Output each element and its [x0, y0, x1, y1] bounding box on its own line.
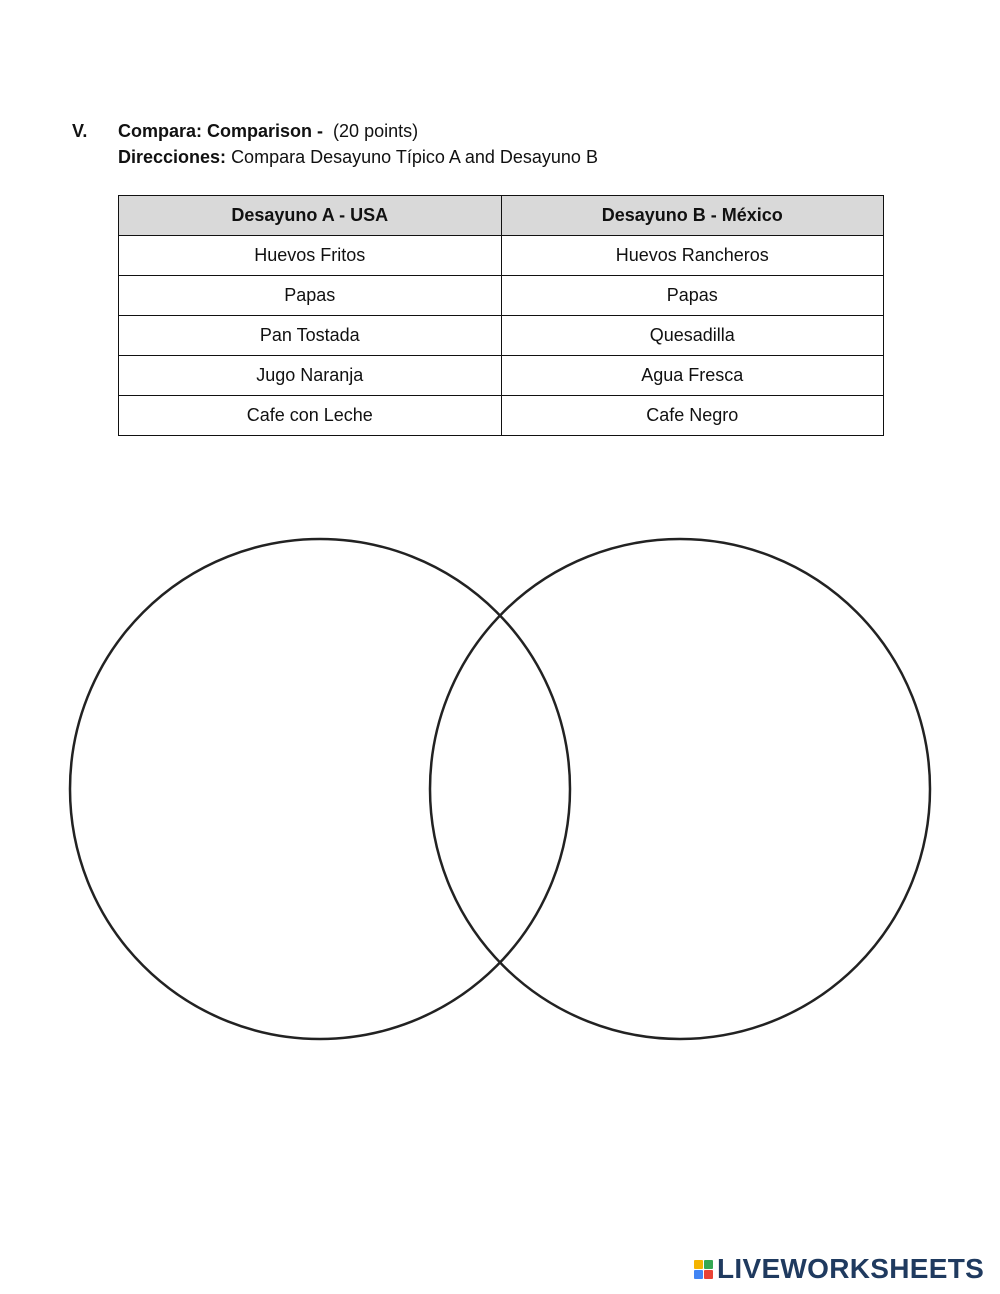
table-cell-a: Cafe con Leche: [119, 396, 502, 436]
table-cell-b: Quesadilla: [501, 316, 884, 356]
table-cell-b: Papas: [501, 276, 884, 316]
table-cell-a: Huevos Fritos: [119, 236, 502, 276]
logo-mark-square: [704, 1270, 713, 1279]
directions-label: Direcciones:: [118, 147, 227, 167]
table-cell-a: Jugo Naranja: [119, 356, 502, 396]
venn-circle-left: [70, 539, 570, 1039]
section-numeral: V.: [72, 121, 88, 141]
logo-mark-square: [694, 1270, 703, 1279]
liveworksheets-logo: [694, 1254, 984, 1284]
section-points: (20 points): [333, 121, 419, 141]
table-cell-a: Pan Tostada: [119, 316, 502, 356]
logo-mark-square: [694, 1260, 703, 1269]
column-header-desayuno-a: Desayuno A - USA: [119, 196, 502, 236]
liveworksheets-logo-text: LIVEWORKSHEETS: [717, 1253, 985, 1284]
table-cell-b: Huevos Rancheros: [501, 236, 884, 276]
column-header-desayuno-b: Desayuno B - México: [501, 196, 884, 236]
table-cell-a: Papas: [119, 276, 502, 316]
liveworksheets-logo-icon: [694, 1260, 713, 1279]
venn-circle-right: [430, 539, 930, 1039]
directions-text: Compara Desayuno Típico A and Desayuno B: [231, 147, 598, 167]
logo-mark-square: [704, 1260, 713, 1269]
table-cell-b: Cafe Negro: [501, 396, 884, 436]
section-title: Compara: Comparison -: [118, 121, 324, 141]
table-cell-b: Agua Fresca: [501, 356, 884, 396]
